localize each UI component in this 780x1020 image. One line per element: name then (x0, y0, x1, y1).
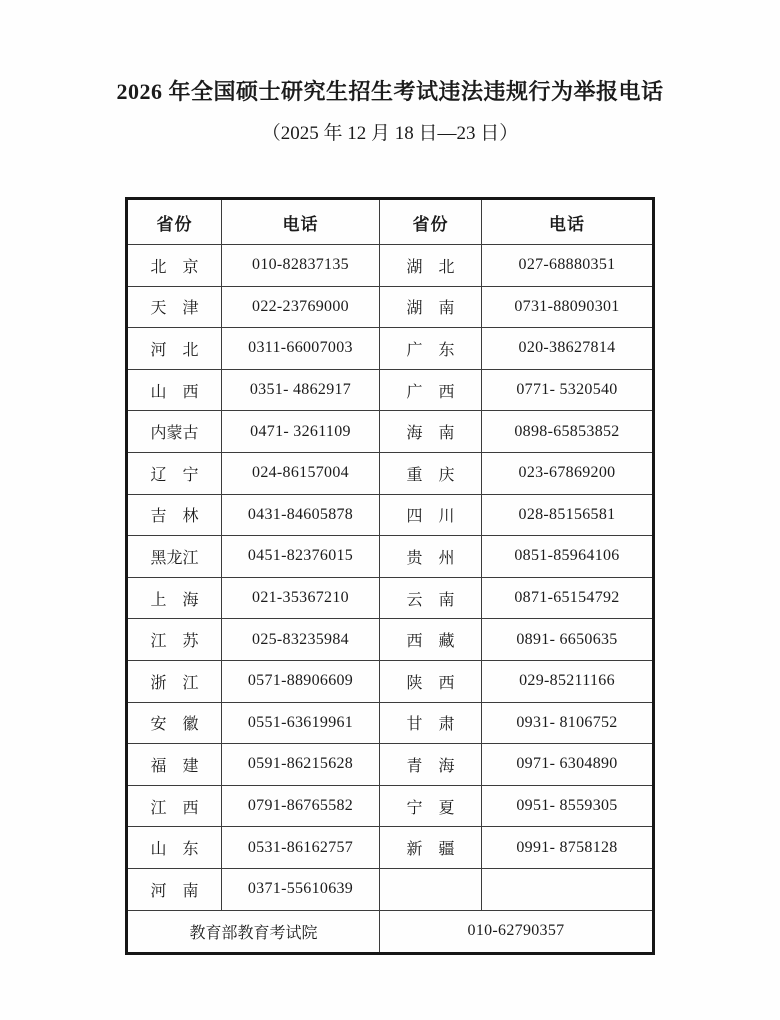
phone-table-container (125, 197, 655, 955)
phone-cell: 0471- 3261109 (222, 411, 380, 453)
table-body (127, 245, 654, 911)
province-cell: 黑龙江 (127, 536, 222, 578)
province-cell: 湖 南 (380, 286, 482, 328)
province-cell: 山 东 (127, 827, 222, 869)
phone-cell: 029-85211166 (482, 660, 654, 702)
province-cell: 天 津 (127, 286, 222, 328)
province-cell: 上 海 (127, 577, 222, 619)
header-cell-province-right: 省份 (380, 199, 482, 245)
phone-cell: 023-67869200 (482, 452, 654, 494)
province-cell: 河 北 (127, 328, 222, 370)
province-cell (380, 868, 482, 910)
province-cell: 重 庆 (380, 452, 482, 494)
phone-cell: 0351- 4862917 (222, 369, 380, 411)
phone-cell: 0731-88090301 (482, 286, 654, 328)
table-row (127, 452, 654, 494)
footer-phone-cell: 010-62790357 (380, 910, 654, 953)
province-cell: 江 西 (127, 785, 222, 827)
page-title: 2026 年全国硕士研究生招生考试违法违规行为举报电话 (116, 79, 664, 104)
phone-cell: 028-85156581 (482, 494, 654, 536)
phone-cell: 022-23769000 (222, 286, 380, 328)
phone-cell: 0371-55610639 (222, 868, 380, 910)
phone-cell: 024-86157004 (222, 452, 380, 494)
table-row (127, 286, 654, 328)
province-cell: 贵 州 (380, 536, 482, 578)
table-row (127, 619, 654, 661)
phone-cell: 021-35367210 (222, 577, 380, 619)
province-cell: 海 南 (380, 411, 482, 453)
table-row (127, 536, 654, 578)
table-row (127, 827, 654, 869)
province-cell: 吉 林 (127, 494, 222, 536)
province-cell: 北 京 (127, 245, 222, 287)
phone-cell: 0551-63619961 (222, 702, 380, 744)
province-cell: 甘 肃 (380, 702, 482, 744)
phone-cell: 0451-82376015 (222, 536, 380, 578)
table-row (127, 785, 654, 827)
phone-cell: 0891- 6650635 (482, 619, 654, 661)
table-row (127, 577, 654, 619)
table-row (127, 245, 654, 287)
province-cell: 福 建 (127, 744, 222, 786)
phone-cell: 0971- 6304890 (482, 744, 654, 786)
province-cell: 江 苏 (127, 619, 222, 661)
province-cell: 陕 西 (380, 660, 482, 702)
province-cell: 宁 夏 (380, 785, 482, 827)
phone-cell: 0791-86765582 (222, 785, 380, 827)
table-row (127, 494, 654, 536)
phone-cell (482, 868, 654, 910)
province-cell: 新 疆 (380, 827, 482, 869)
table-footer-row (127, 910, 654, 953)
province-cell: 河 南 (127, 868, 222, 910)
table-header-row (127, 199, 654, 245)
table-row (127, 328, 654, 370)
province-cell: 浙 江 (127, 660, 222, 702)
header-cell-phone-right: 电话 (482, 199, 654, 245)
province-cell: 安 徽 (127, 702, 222, 744)
province-cell: 辽 宁 (127, 452, 222, 494)
footer-agency-cell: 教育部教育考试院 (127, 910, 380, 953)
phone-cell: 0311-66007003 (222, 328, 380, 370)
phone-cell: 027-68880351 (482, 245, 654, 287)
phone-cell: 0871-65154792 (482, 577, 654, 619)
province-cell: 青 海 (380, 744, 482, 786)
province-cell: 湖 北 (380, 245, 482, 287)
phone-cell: 0591-86215628 (222, 744, 380, 786)
province-cell: 四 川 (380, 494, 482, 536)
phone-cell: 0431-84605878 (222, 494, 380, 536)
province-cell: 云 南 (380, 577, 482, 619)
phone-table (125, 197, 655, 955)
table-row (127, 744, 654, 786)
table-row (127, 868, 654, 910)
phone-cell: 025-83235984 (222, 619, 380, 661)
page-subtitle: （2025 年 12 月 18 日—23 日） (261, 123, 519, 144)
phone-cell: 0571-88906609 (222, 660, 380, 702)
phone-cell: 0931- 8106752 (482, 702, 654, 744)
province-cell: 西 藏 (380, 619, 482, 661)
phone-cell: 0851-85964106 (482, 536, 654, 578)
phone-cell: 0991- 8758128 (482, 827, 654, 869)
table-row (127, 369, 654, 411)
table-row (127, 411, 654, 453)
phone-cell: 0771- 5320540 (482, 369, 654, 411)
phone-cell: 0898-65853852 (482, 411, 654, 453)
header-cell-province-left: 省份 (127, 199, 222, 245)
province-cell: 内蒙古 (127, 411, 222, 453)
phone-cell: 010-82837135 (222, 245, 380, 287)
header-cell-phone-left: 电话 (222, 199, 380, 245)
table-row (127, 660, 654, 702)
province-cell: 广 东 (380, 328, 482, 370)
phone-cell: 020-38627814 (482, 328, 654, 370)
province-cell: 广 西 (380, 369, 482, 411)
province-cell: 山 西 (127, 369, 222, 411)
table-row (127, 702, 654, 744)
phone-cell: 0531-86162757 (222, 827, 380, 869)
phone-cell: 0951- 8559305 (482, 785, 654, 827)
